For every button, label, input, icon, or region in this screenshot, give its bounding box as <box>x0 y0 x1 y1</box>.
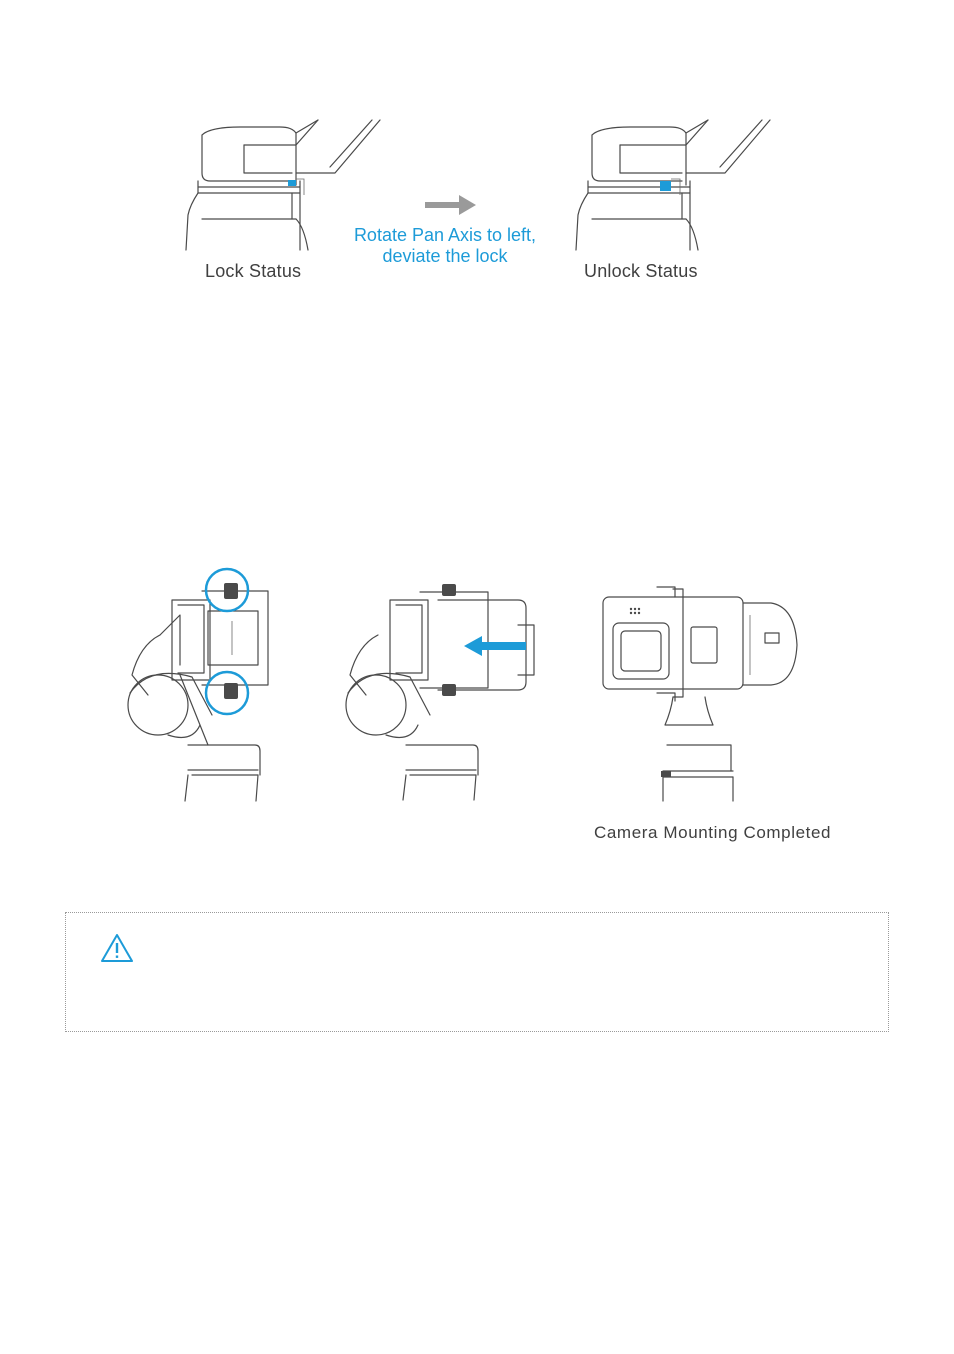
mounting-complete-illustration <box>595 585 805 805</box>
unlock-status-caption: Unlock Status <box>584 261 698 281</box>
lock-status-caption: Lock Status <box>205 261 302 281</box>
rotate-arrow-icon <box>425 194 477 216</box>
lock-indicator <box>288 180 296 186</box>
warning-box <box>65 912 889 1032</box>
rotate-instruction-line-2: deviate the lock <box>382 246 508 266</box>
gimbal-unlock-status-illustration <box>570 115 790 255</box>
rotate-instruction <box>340 225 550 267</box>
mounting-completed-caption: Camera Mounting Completed <box>594 823 832 842</box>
rotate-instruction-line-1: Rotate Pan Axis to left, <box>353 225 537 245</box>
unlock-indicator <box>660 181 671 191</box>
mounting-step-2-illustration <box>338 580 548 810</box>
mounting-step-1-illustration <box>120 565 300 810</box>
warning-triangle-icon <box>100 933 134 963</box>
